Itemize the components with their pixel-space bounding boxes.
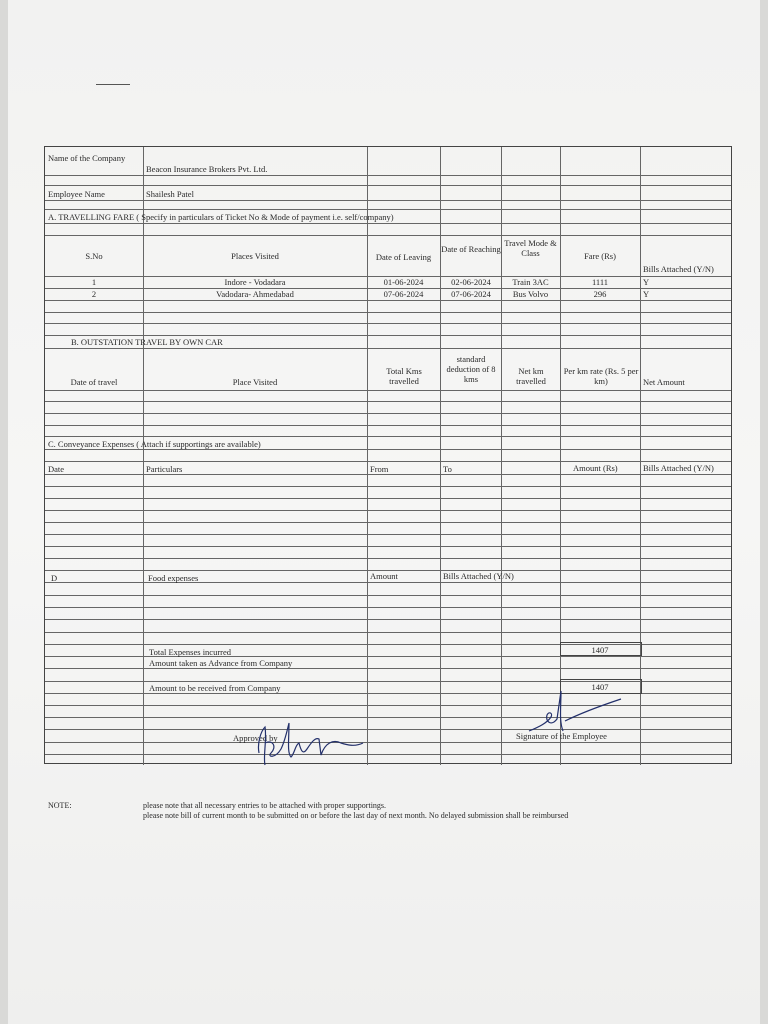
grid-row <box>45 200 731 201</box>
section-d-label: D <box>51 573 58 583</box>
col-particulars: Particulars <box>146 464 183 474</box>
advance-label: Amount taken as Advance from Company <box>149 658 293 668</box>
food-bills-label: Bills Attached (Y/N) <box>443 571 514 581</box>
row-places: Vadodara- Ahmedabad <box>216 289 294 299</box>
grid-row <box>45 607 731 608</box>
grid-row <box>45 449 731 450</box>
grid-row <box>45 425 731 426</box>
food-amount-label: Amount <box>370 571 398 581</box>
row-mode: Bus Volvo <box>512 289 549 299</box>
row-places: Indore - Vodadara <box>224 277 286 287</box>
section-a-title: A. TRAVELLING FARE ( Specify in particulars of Ticket No & Mode of payment i.e. self/company) <box>48 212 394 222</box>
grid-col <box>640 147 641 765</box>
employee-name: Shailesh Patel <box>146 189 194 199</box>
total-expenses-label: Total Expenses incurred <box>149 647 232 657</box>
row-mode: Train 3AC <box>512 277 549 287</box>
grid-row <box>45 401 731 402</box>
grid-row <box>45 510 731 511</box>
col-to: To <box>443 464 452 474</box>
grid-row <box>45 546 731 547</box>
grid-row <box>45 185 731 186</box>
grid-row <box>45 461 731 462</box>
row-reaching: 02-06-2024 <box>451 277 491 287</box>
row-leaving: 07-06-2024 <box>383 289 424 299</box>
row-reaching: 07-06-2024 <box>451 289 491 299</box>
col-sno: S.No <box>85 251 103 261</box>
grid-row <box>45 474 731 475</box>
row-sno: 1 <box>91 277 97 287</box>
grid-row <box>45 175 731 176</box>
grid-col <box>440 147 441 765</box>
col-places: Places Visited <box>231 251 279 261</box>
note-line-1: please note that all necessary entries to be attached with proper supportings. <box>143 801 387 810</box>
grid-row <box>45 534 731 535</box>
col-from: From <box>370 464 389 474</box>
col-date: Date <box>48 464 65 474</box>
grid-row <box>45 223 731 224</box>
receive-label: Amount to be received from Company <box>149 683 281 693</box>
approver-signature <box>251 713 371 771</box>
col-date-of-travel: Date of travel <box>70 377 118 387</box>
approved-by-label: Approved by <box>233 733 278 743</box>
row-fare: 296 <box>593 289 607 299</box>
section-b-title: B. OUTSTATION TRAVEL BY OWN CAR <box>71 337 223 347</box>
col-leaving: Date of Leaving <box>375 252 432 262</box>
grid-row <box>45 558 731 559</box>
grid-row <box>45 486 731 487</box>
grid-row <box>45 668 731 669</box>
grid-row <box>45 522 731 523</box>
note-line-2: please note bill of current month to be submitted on or before the last day of next month. No delayed submission shall be reimbursed <box>143 811 569 820</box>
company-label: Name of the Company <box>48 153 126 163</box>
grid-row <box>45 632 731 633</box>
grid-row <box>45 717 731 718</box>
col-rate: Per km rate (Rs. 5 per km) <box>563 366 639 386</box>
employee-signature <box>525 687 625 742</box>
grid-row <box>45 209 731 210</box>
grid-row <box>45 619 731 620</box>
row-sno: 2 <box>91 289 97 299</box>
grid-row <box>45 348 731 349</box>
col-mode: Travel Mode & Class <box>504 238 557 258</box>
section-c-title: C. Conveyance Expenses ( Attach if supportings are available) <box>48 439 261 449</box>
expense-form <box>44 146 732 764</box>
col-amount: Amount (Rs) <box>573 463 618 473</box>
col-reaching: Date of Reaching <box>441 244 501 254</box>
col-fare: Fare (Rs) <box>584 251 616 261</box>
employee-signature-label: Signature of the Employee <box>516 731 607 741</box>
grid-col <box>560 147 561 765</box>
grid-col <box>143 147 144 765</box>
row-fare: 1111 <box>591 277 609 287</box>
grid-row <box>45 335 731 336</box>
grid-row <box>45 323 731 324</box>
row-leaving: 01-06-2024 <box>383 277 424 287</box>
grid-row <box>45 498 731 499</box>
grid-row <box>45 729 731 730</box>
row-bills: Y <box>643 277 650 287</box>
receive-value: 1407 <box>591 682 609 692</box>
grid-row <box>45 656 731 657</box>
grid-row <box>45 235 731 236</box>
employee-label: Employee Name <box>48 189 105 199</box>
grid-row <box>45 312 731 313</box>
grid-row <box>45 413 731 414</box>
food-expenses-label: Food expenses <box>148 573 199 583</box>
grid-row <box>45 390 731 391</box>
grid-row <box>45 436 731 437</box>
company-name: Beacon Insurance Brokers Pvt. Ltd. <box>146 164 268 174</box>
grid-row <box>45 742 731 743</box>
paper-sheet <box>8 0 760 1024</box>
col-bills: Bills Attached (Y/N) <box>643 264 714 274</box>
col-bills-c: Bills Attached (Y/N) <box>643 463 714 473</box>
grid-row <box>45 595 731 596</box>
top-mark <box>96 84 130 85</box>
col-net-amount: Net Amount <box>643 377 685 387</box>
grid-row <box>45 705 731 706</box>
col-net-km: Net km travelled <box>516 366 546 386</box>
col-total-kms: Total Kms travelled <box>386 366 422 386</box>
row-bills: Y <box>643 289 650 299</box>
grid-row <box>45 300 731 301</box>
total-expenses-value: 1407 <box>591 645 609 655</box>
col-place-visited: Place Visited <box>232 377 278 387</box>
grid-col <box>367 147 368 765</box>
col-deduction: standard deduction of 8 kms <box>446 354 496 384</box>
grid-row <box>45 754 731 755</box>
note-label: NOTE: <box>48 801 72 810</box>
